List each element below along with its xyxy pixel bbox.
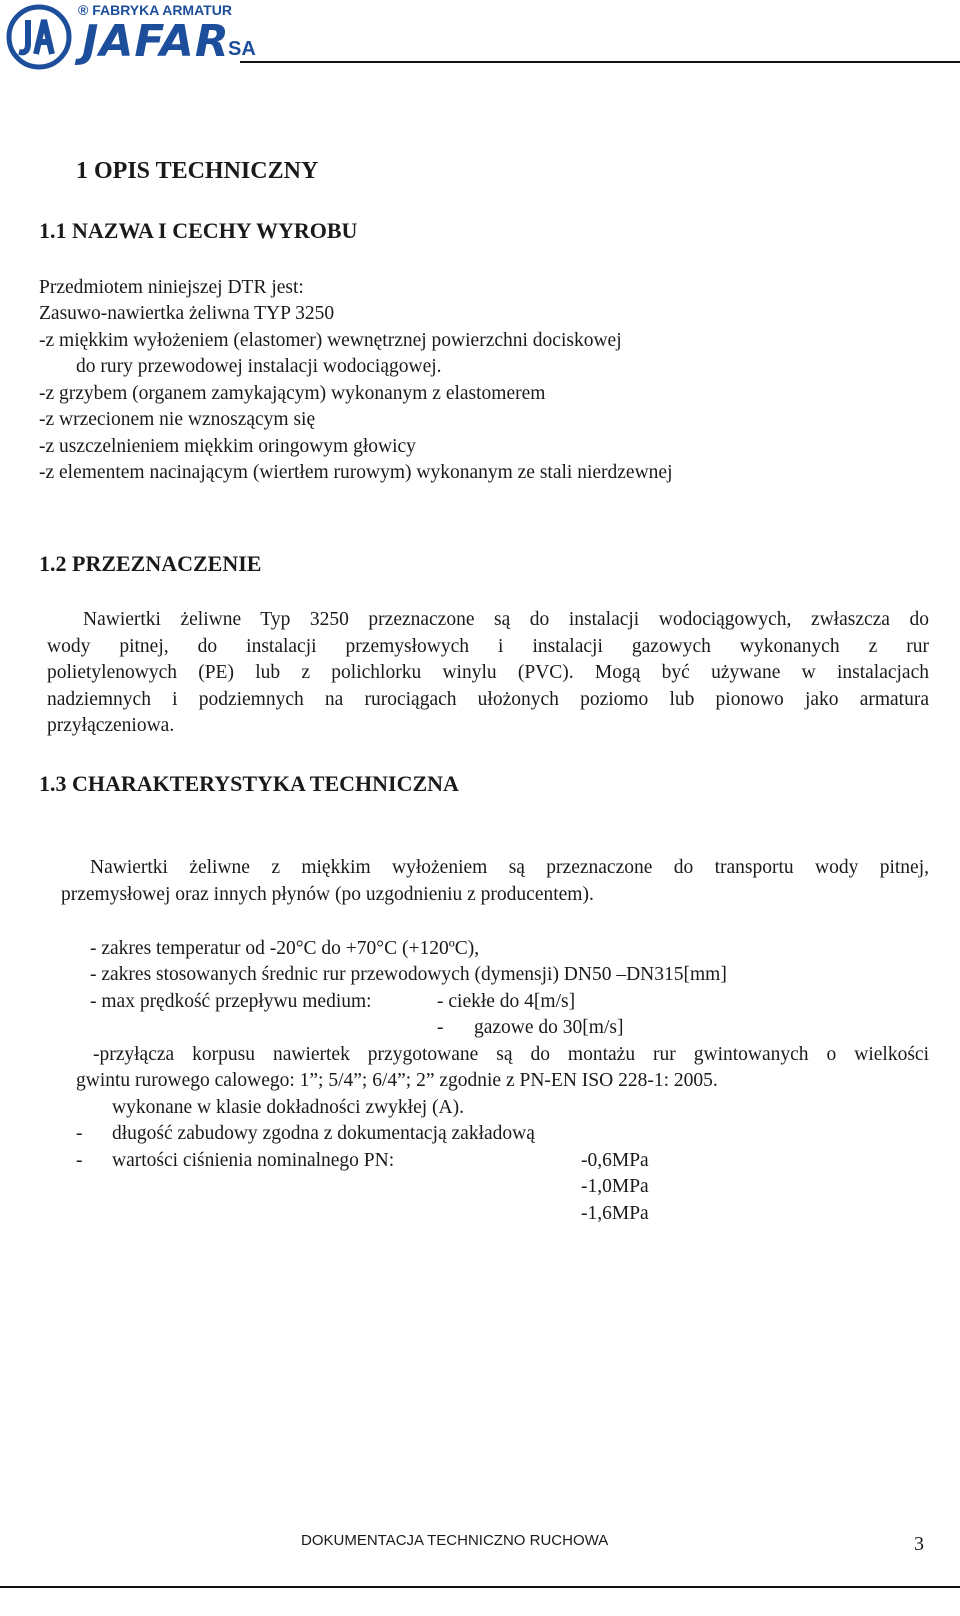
- spec-accuracy: wykonane w klasie dokładności zwykłej (A).: [112, 1097, 464, 1118]
- spec-pressure-value: -1,6MPa: [581, 1203, 649, 1224]
- body-line: do rury przewodowej instalacji wodociągowej.: [76, 356, 442, 377]
- spec-length: długość zabudowy zgodna z dokumentacją zakładową: [112, 1123, 535, 1144]
- section-1-title: 1 OPIS TECHNICZNY: [76, 158, 319, 184]
- paragraph-line: polietylenowych (PE) lub z polichlorku winylu (PVC). Mogą być używane w instalacjach: [47, 662, 929, 683]
- footer-rule: [0, 1586, 960, 1588]
- paragraph-line: przyłączeniowa.: [47, 715, 175, 736]
- body-line: -z grzybem (organem zamykającym) wykonanym z elastomerem: [39, 383, 546, 404]
- page-number: 3: [914, 1533, 924, 1555]
- spec-diameter: - zakres stosowanych średnic rur przewodowych (dymensji) DN50 –DN315[mm]: [90, 964, 727, 985]
- spec-speed-label: - max prędkość przepływu medium:: [90, 991, 372, 1012]
- list-dash: -: [76, 1123, 83, 1144]
- body-line: -z wrzecionem nie wznoszącym się: [39, 409, 316, 430]
- body-line: Zasuwo-nawiertka żeliwna TYP 3250: [39, 303, 335, 324]
- spec-thread-line: gwintu rurowego calowego: 1”; 5/4”; 6/4”; 2” zgodnie z PN-EN ISO 228-1: 2005.: [76, 1070, 718, 1091]
- company-logo: [6, 2, 256, 70]
- body-line: -z miękkim wyłożeniem (elastomer) wewnętrznej powierzchni dociskowej: [39, 330, 622, 351]
- logo-tagline: ® FABRYKA ARMATUR: [78, 2, 232, 18]
- spec-speed-liquid: - ciekłe do 4[m/s]: [437, 991, 576, 1012]
- list-dash: -: [76, 1150, 83, 1171]
- body-line: -z uszczelnieniem miękkim oringowym głowicy: [39, 436, 416, 457]
- intro-line: przemysłowej oraz innych płynów (po uzgodnieniu z producentem).: [61, 884, 594, 905]
- section-1-2-title: 1.2 PRZEZNACZENIE: [39, 551, 262, 576]
- spec-temperature: - zakres temperatur od -20°C do +70°C (+120ºC),: [90, 938, 480, 959]
- spec-thread-line: -przyłącza korpusu nawiertek przygotowane są do montażu rur gwintowanych o wielkości: [93, 1044, 929, 1065]
- spec-speed-gas-dash: -: [437, 1017, 444, 1038]
- spec-speed-gas: gazowe do 30[m/s]: [474, 1017, 624, 1038]
- footer-title: DOKUMENTACJA TECHNICZNO RUCHOWA: [301, 1532, 609, 1549]
- paragraph-line: nadziemnych i podziemnych na rurociągach ułożonych poziomo lub pionowo jako armatura: [47, 689, 929, 710]
- body-line: Przedmiotem niniejszej DTR jest:: [39, 277, 304, 298]
- spec-pressure-value: -1,0MPa: [581, 1176, 649, 1197]
- intro-line: Nawiertki żeliwne z miękkim wyłożeniem są przeznaczone do transportu wody pitnej,: [90, 857, 929, 878]
- logo-suffix: SA: [228, 38, 256, 60]
- spec-pressure-label: wartości ciśnienia nominalnego PN:: [112, 1150, 395, 1171]
- logo-wordmark: JAFAR: [82, 16, 230, 67]
- section-1-3-title: 1.3 CHARAKTERYSTYKA TECHNICZNA: [39, 771, 459, 796]
- paragraph-line: wody pitnej, do instalacji przemysłowych i instalacji gazowych wykonanych z rur: [47, 636, 929, 657]
- ja-logo-icon: [6, 4, 72, 70]
- paragraph-line: Nawiertki żeliwne Typ 3250 przeznaczone są do instalacji wodociągowych, zwłaszcza do: [83, 609, 929, 630]
- header-rule: [240, 61, 960, 63]
- spec-pressure-value: -0,6MPa: [581, 1150, 649, 1171]
- body-line: -z elementem nacinającym (wiertłem rurowym) wykonanym ze stali nierdzewnej: [39, 462, 673, 483]
- section-1-1-title: 1.1 NAZWA I CECHY WYROBU: [39, 218, 358, 243]
